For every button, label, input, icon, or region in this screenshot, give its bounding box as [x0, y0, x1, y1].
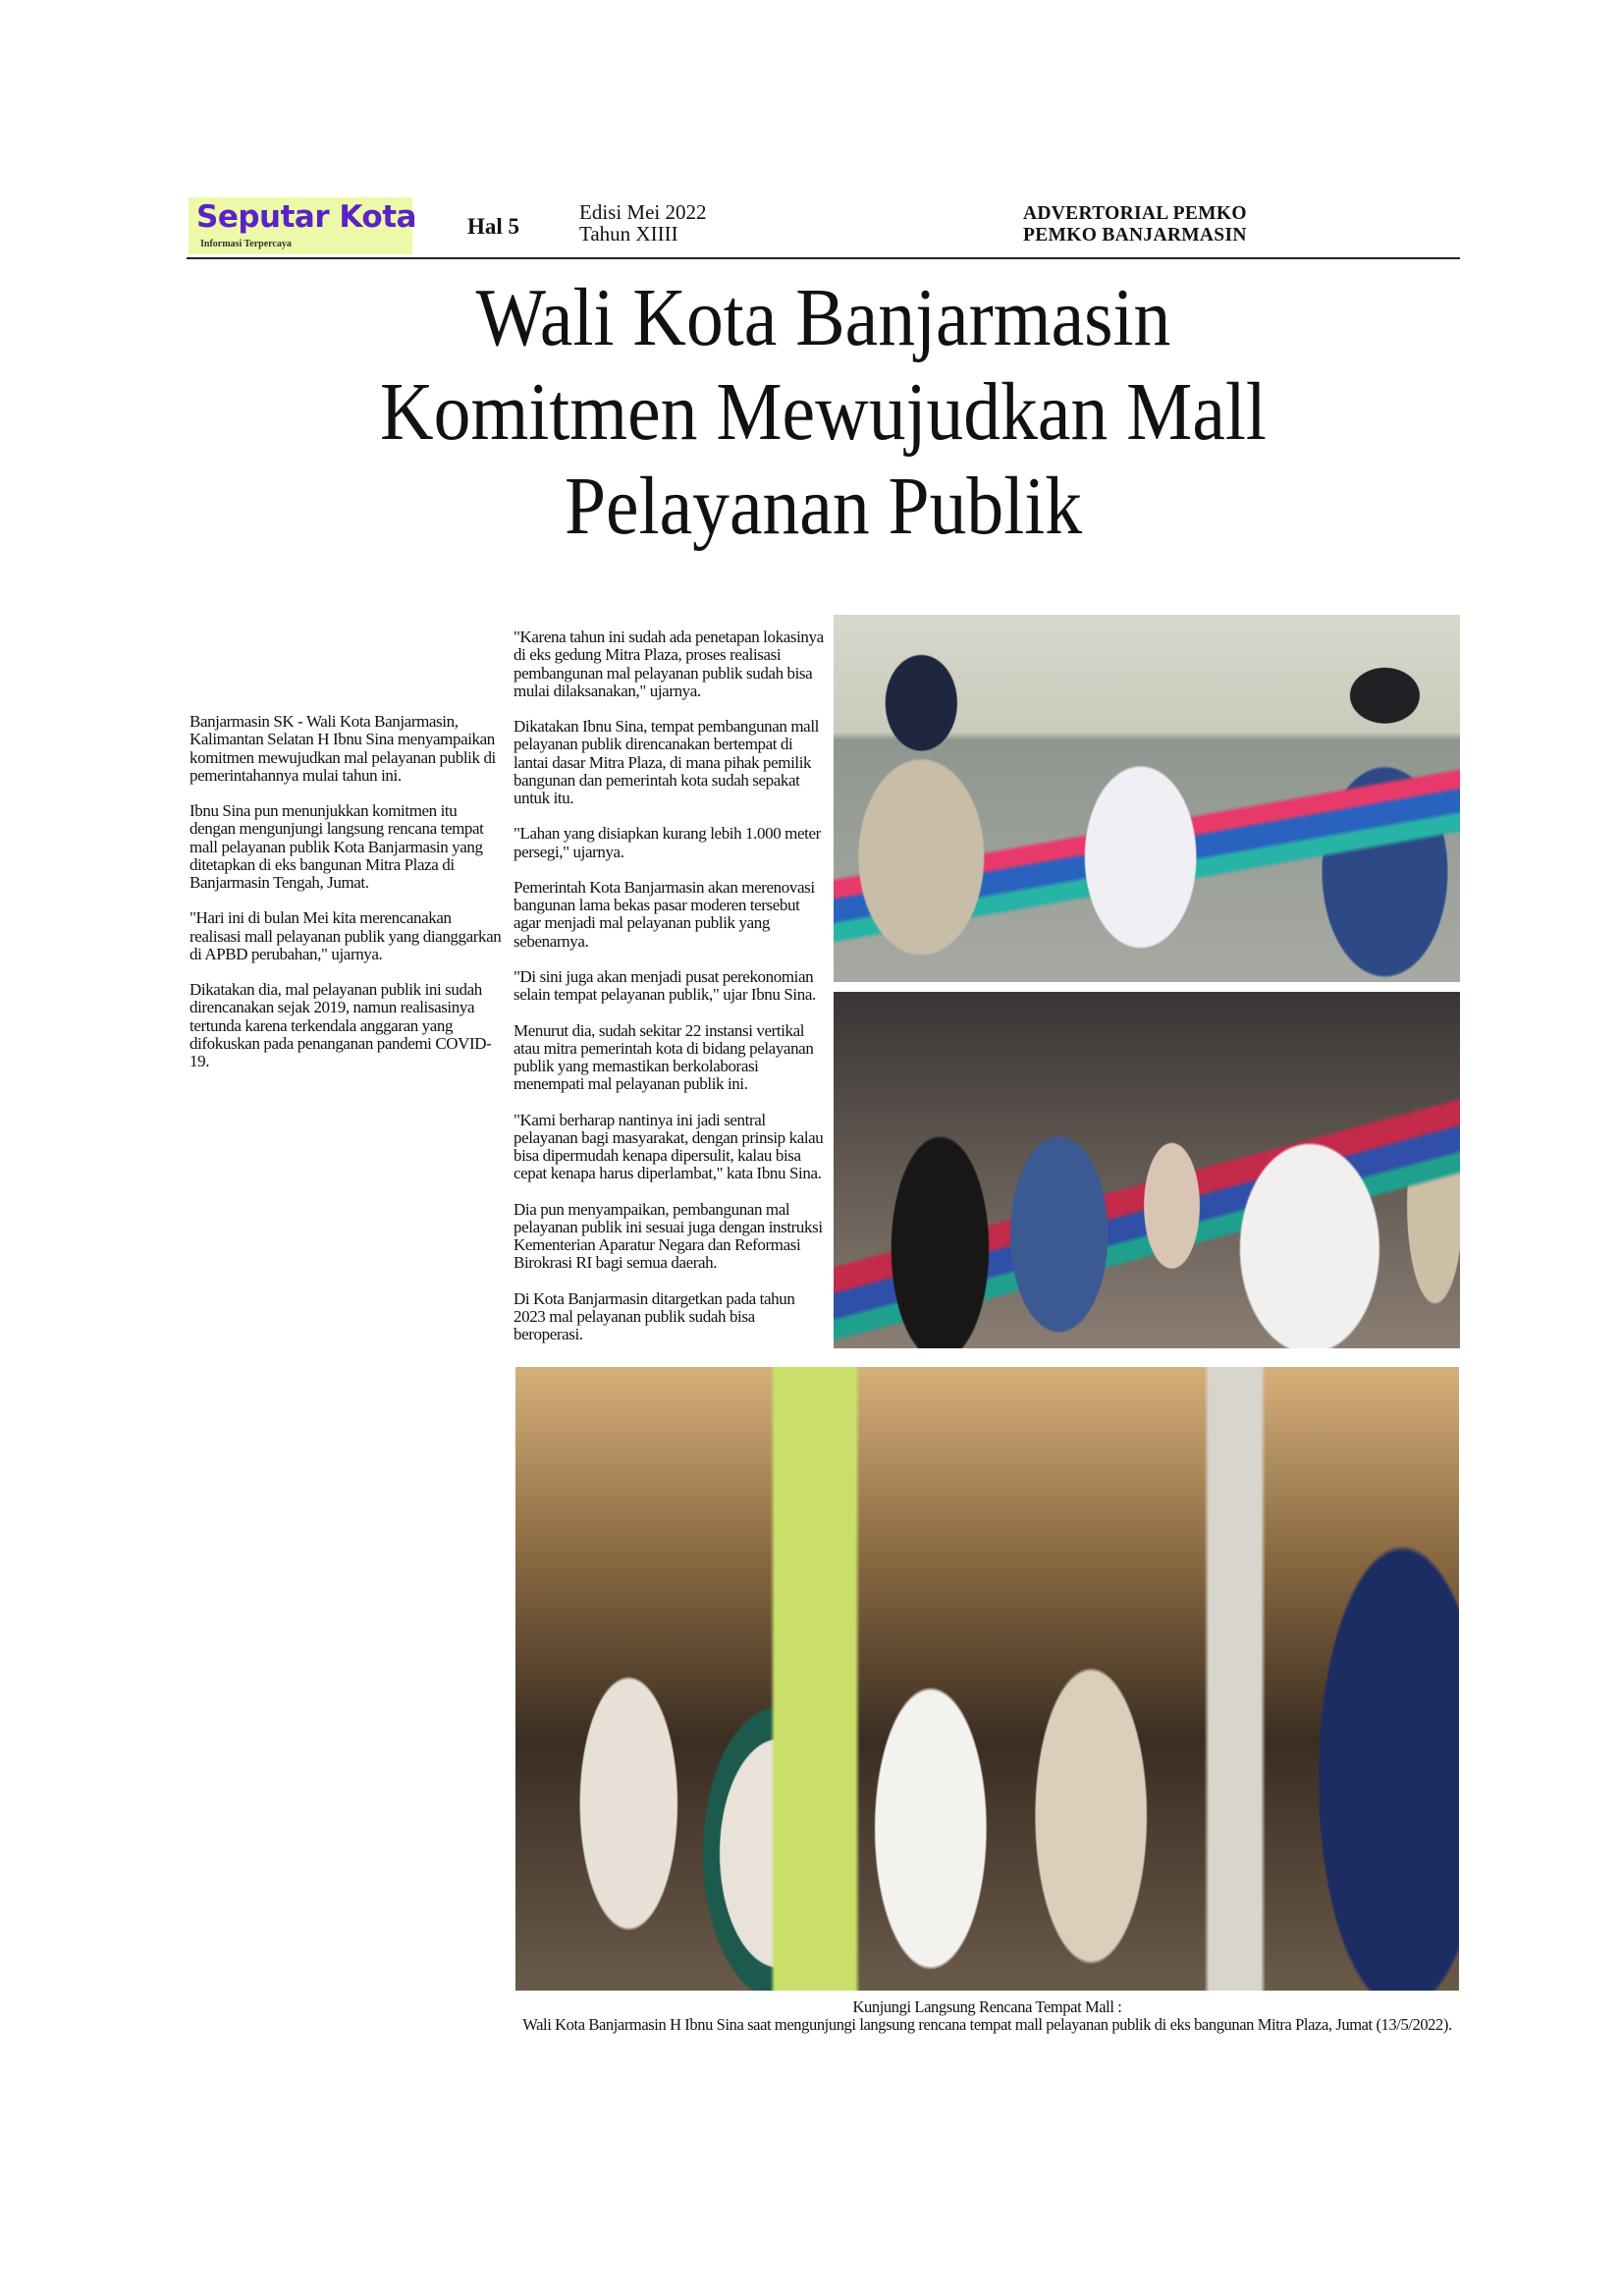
photo-pointing-document	[834, 992, 1460, 1348]
article-headline	[250, 271, 1396, 554]
header-divider	[187, 257, 1460, 259]
paragraph: Di Kota Banjarmasin ditargetkan pada tahun 2023 mal pelayanan publik sudah bisa beroperasi.	[514, 1288, 795, 1344]
paragraph: "Lahan yang disiapkan kurang lebih 1.000 meter persegi," ujarnya.	[514, 824, 821, 861]
paragraph: Pemerintah Kota Banjarmasin akan merenovasi bangunan lama bekas pasar moderen tersebut agar menjadi mal pelayanan publik yang sebenarnya.	[514, 878, 815, 951]
page-number: Hal 5	[467, 214, 520, 239]
edition-year: Tahun XIIII	[579, 222, 678, 246]
paragraph: Menurut dia, sudah sekitar 22 instansi vertikal atau mitra pemerintah kota di bidang pelayanan publik yang memastikan berkolaborasi menempati mal pelayanan publik ini.	[514, 1020, 814, 1094]
photo-caption	[515, 1998, 1459, 2034]
article-column-2	[514, 611, 826, 1362]
caption-text: Wali Kota Banjarmasin H Ibnu Sina saat mengunjungi langsung rencana tempat mall pelayanan publik di eks bangunan Mitra Plaza, Jumat (13/5/2022).	[522, 2015, 1452, 2034]
paragraph: "Kami berharap nantinya ini jadi sentral pelayanan bagi masyarakat, dengan prinsip kalau bisa dipermudah kenapa dipersulit, kalau bisa cepat kenapa harus diperlambat," kata Ibnu Sina.	[514, 1110, 824, 1183]
photo-reviewing-plan	[834, 615, 1460, 982]
paragraph: "Di sini juga akan menjadi pusat perekonomian selain tempat pelayanan publik," ujar Ibnu Sina.	[514, 967, 816, 1005]
paragraph: "Hari ini di bulan Mei kita merencanakan realisasi mall pelayanan publik yang dianggarkan di APBD perubahan," ujarnya.	[189, 908, 502, 963]
headline-line-3: Pelayanan Publik	[564, 461, 1083, 552]
headline-line-1: Wali Kota Banjarmasin	[475, 272, 1171, 363]
section-label-line2: PEMKO BANJARMASIN	[1023, 225, 1247, 246]
section-label-line1: ADVERTORIAL PEMKO	[1023, 203, 1247, 224]
publication-logo	[189, 197, 416, 254]
paragraph: Ibnu Sina pun menunjukkan komitmen itu dengan mengunjungi langsung rencana tempat mall pelayanan publik Kota Banjarmasin yang ditetapkan di eks bangunan Mitra Plaza di Banjarmasin Tengah, Jumat.	[189, 801, 484, 893]
paragraph: Dikatakan Ibnu Sina, tempat pembangunan mall pelayanan publik direncanakan bertempat di lantai dasar Mitra Plaza, di mana pihak pemilik bangunan dan pemerintah kota sudah sepakat untuk itu.	[514, 717, 819, 808]
paragraph: Dia pun menyampaikan, pembangunan mal pelayanan publik ini sesuai juga dengan instruksi Kementerian Aparatur Negara dan Reformasi Birokrasi RI bagi semua daerah.	[514, 1199, 823, 1273]
headline-line-2: Komitmen Mewujudkan Mall	[380, 366, 1267, 458]
paragraph: "Karena tahun ini sudah ada penetapan lokasinya di eks gedung Mitra Plaza, proses realisasi pembangunan mal pelayanan publik sudah bisa mulai dilaksanakan," ujarnya.	[514, 628, 824, 700]
photo-site-visit-interior	[515, 1367, 1459, 1991]
logo-tagline: Informasi Terpercaya	[200, 239, 292, 249]
caption-title: Kunjungi Langsung Rencana Tempat Mall :	[852, 1997, 1122, 2016]
logo-brand-name: Seputar Kota	[196, 199, 416, 235]
paragraph: Banjarmasin SK - Wali Kota Banjarmasin, Kalimantan Selatan H Ibnu Sina menyampaikan komitmen mewujudkan mal pelayanan publik di pemerintahannya mulai tahun ini.	[189, 712, 496, 785]
article-column-1	[189, 695, 504, 1088]
edition-month: Edisi Mei 2022	[579, 200, 707, 224]
edition-info	[579, 201, 707, 245]
section-label	[1023, 203, 1247, 246]
paragraph: Dikatakan dia, mal pelayanan publik ini sudah direncanakan sejak 2019, namun realisasinya tertunda karena terkendala anggaran yang difokuskan pada penanganan pandemi COVID-19.	[189, 980, 492, 1071]
